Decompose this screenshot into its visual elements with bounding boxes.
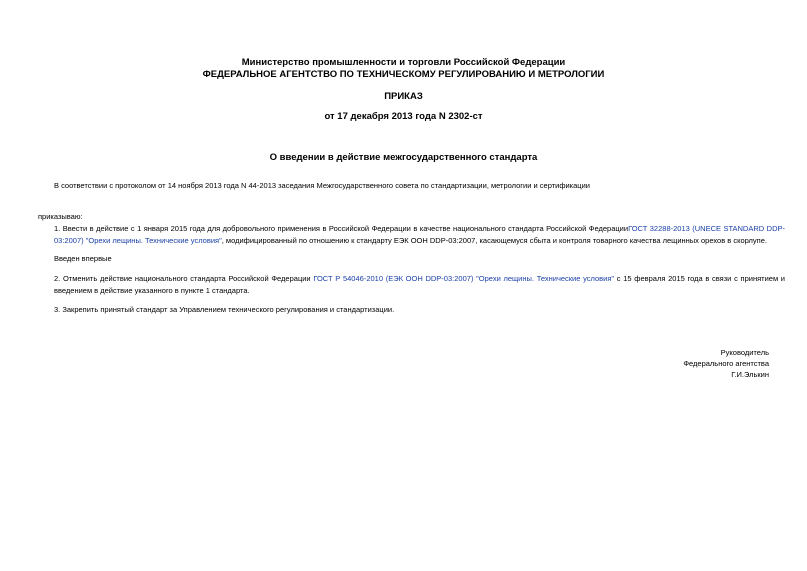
item-1-paragraph — [38, 223, 785, 247]
preamble-paragraph: В соответствии с протоколом от 14 ноября 2013 года N 44-2013 заседания Межгосударственного совета по стандартизации, метрологии и сертификации — [54, 181, 590, 190]
gost-32288-link[interactable]: ГОСТ 32288-2013 (UNECE STANDARD DDP-03:2007) — [54, 224, 785, 245]
signature-title-line1: Руководитель — [720, 348, 769, 357]
hazelnut-spec-link-1[interactable]: "Орехи лещины. Технические условия" — [85, 236, 222, 245]
hazelnut-spec-link-2[interactable]: "Орехи лещины. Технические условия" — [476, 274, 615, 283]
ministry-title: Министерство промышленности и торговли Российской Федерации — [241, 57, 566, 68]
item-2-paragraph — [38, 273, 785, 297]
signature-name: Г.И.Элькин — [731, 370, 769, 379]
doc-subject: О введении в действие межгосударственного стандарта — [269, 152, 538, 163]
item-2-text-a: 2. Отменить действие национального стандарта Российской Федерации — [54, 274, 314, 283]
agency-title: ФЕДЕРАЛЬНОЕ АГЕНТСТВО ПО ТЕХНИЧЕСКОМУ РЕГУЛИРОВАНИЮ И МЕТРОЛОГИИ — [202, 69, 605, 80]
doc-date-number: от 17 декабря 2013 года N 2302-ст — [324, 111, 483, 122]
signature-title-line2: Федерального агентства — [683, 359, 769, 368]
item-3-paragraph: 3. Закрепить принятый стандарт за Управлением технического регулирования и стандартизации. — [54, 305, 395, 314]
item-2-text-c: с 15 февраля 2015 года в связи с принятием и введением в действие указанного в пункте 1 стандарта. — [54, 274, 786, 295]
item-1-text-c: , модифицированный по отношению к стандарту ЕЭК ООН DDP-03:2007, касающемуся сбыта и контроля товарного качества лещинных орехов в скорлупе. — [221, 236, 767, 245]
gost-r-54046-link[interactable]: ГОСТ Р 54046-2010 (ЕЭК ООН DDP-03:2007) — [313, 274, 474, 283]
introduced-first-note: Введен впервые — [54, 254, 112, 263]
doc-type: ПРИКАЗ — [384, 91, 423, 102]
item-1-text-a: 1. Ввести в действие с 1 января 2015 года для добровольного применения в Российской Федерации в качестве национального стандарта Российской Федерации — [54, 224, 629, 233]
order-word: приказываю: — [38, 212, 83, 221]
